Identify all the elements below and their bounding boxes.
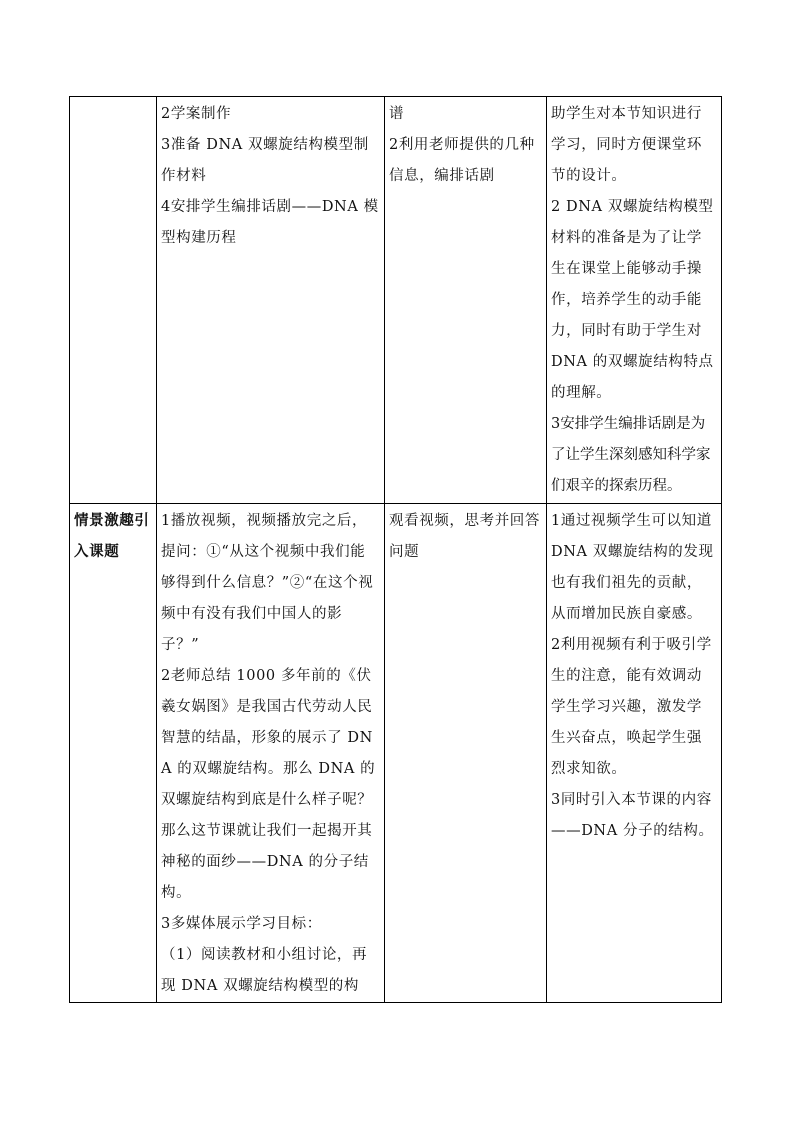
student-activity-item: 2利用老师提供的几种信息，编排话剧 xyxy=(389,137,535,184)
student-activity-cell xyxy=(385,97,547,504)
teacher-activity-item: 3多媒体展示学习目标： xyxy=(161,916,322,932)
student-activity-item: 观看视频，思考并回答问题 xyxy=(389,513,540,560)
design-intent-item: 2利用视频有利于吸引学生的注意，能有效调动学生学习兴趣，激发学生兴奋点，唤起学生强烈求知欲。 xyxy=(551,637,712,777)
teacher-activity-item: 3准备 DNA 双螺旋结构模型制作材料 xyxy=(161,137,369,184)
teacher-activity-item: 2老师总结 1000 多年前的《伏羲女娲图》是我国古代劳动人民智慧的结晶，形象的展示了 DNA 的双螺旋结构。那么 DNA 的双螺旋结构到底是什么样子呢？那么这节课就让我们一起揭开其神秘的面纱——DNA 的分子结构。 xyxy=(161,668,376,901)
design-intent-cell xyxy=(547,97,722,504)
table-row xyxy=(70,504,722,1003)
table-row xyxy=(70,97,722,504)
teacher-activity-cell xyxy=(157,97,385,504)
teacher-activity-item: （1）阅读教材和小组讨论，再现 DNA 双螺旋结构模型的构 xyxy=(161,947,368,994)
lesson-plan-table xyxy=(69,96,722,1003)
teacher-activity-item: 4安排学生编排话剧——DNA 模型构建历程 xyxy=(161,199,379,246)
design-intent-item: 助学生对本节知识进行学习，同时方便课堂环节的设计。 xyxy=(551,106,702,184)
teacher-activity-cell xyxy=(157,504,385,1003)
student-activity-cell xyxy=(385,504,547,1003)
design-intent-item: 2 DNA 双螺旋结构模型材料的准备是为了让学生在课堂上能够动手操作，培养学生的动手能力，同时有助于学生对 DNA 的双螺旋结构特点的理解。 xyxy=(551,199,714,401)
phase-cell: 情景激趣引入课题 xyxy=(70,504,157,1003)
design-intent-cell xyxy=(547,504,722,1003)
teacher-activity-item: 1播放视频，视频播放完之后，提问：①“从这个视频中我们能够得到什么信息？”②“在这个视频中有没有我们中国人的影子？” xyxy=(161,513,374,653)
student-activity-item: 谱 xyxy=(389,106,405,122)
phase-cell xyxy=(70,97,157,504)
design-intent-item: 3安排学生编排话剧是为了让学生深刻感知科学家们艰辛的探索历程。 xyxy=(551,416,711,494)
design-intent-item: 3同时引入本节课的内容——DNA 分子的结构。 xyxy=(551,792,714,839)
design-intent-item: 1通过视频学生可以知道 DNA 双螺旋结构的发现也有我们祖先的贡献，从而增加民族自豪感。 xyxy=(551,513,714,622)
teacher-activity-item: 2学案制作 xyxy=(161,106,232,122)
